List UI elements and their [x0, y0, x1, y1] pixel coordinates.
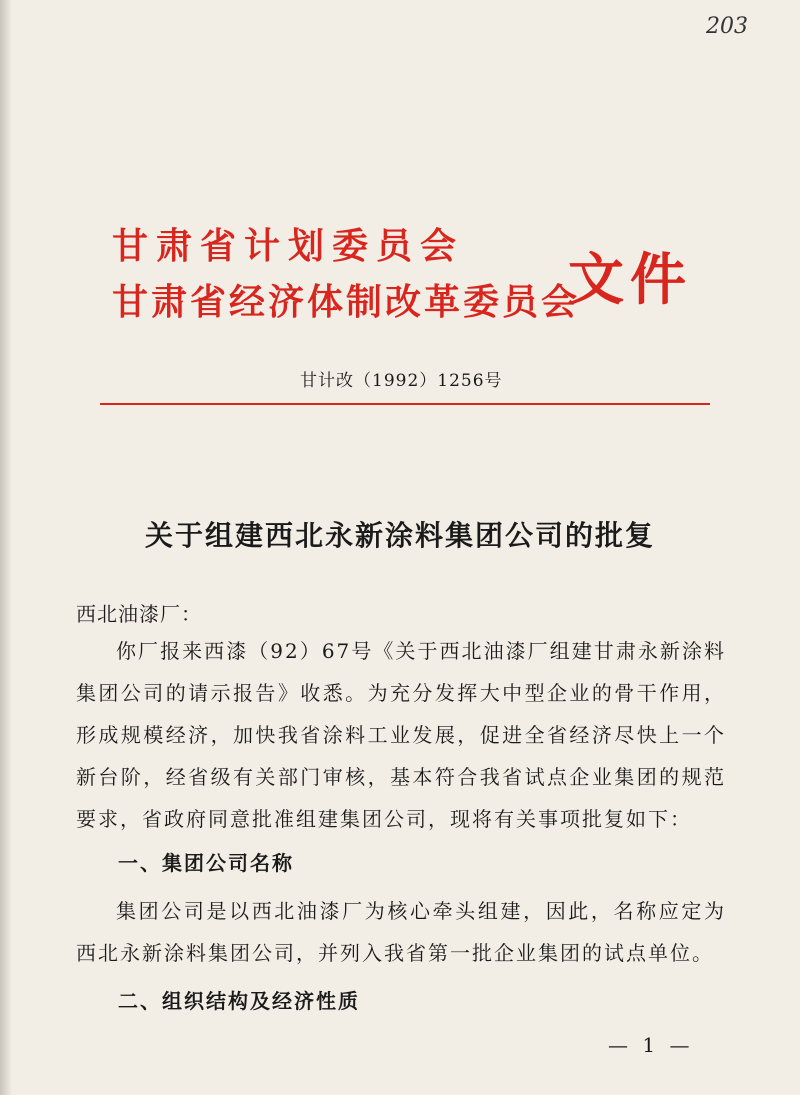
document-type-label: 文件 — [568, 247, 692, 313]
issuer-name-1: 甘肃省计划委员会 — [112, 225, 465, 267]
document-number: 甘计改（1992）1256号 — [300, 371, 503, 391]
handwritten-page-annotation: 203 — [706, 14, 748, 39]
recipient-line: 西北油漆厂： — [76, 602, 202, 626]
section-heading-2: 二、组织结构及经济性质 — [118, 989, 360, 1013]
issuer-name-2: 甘肃省经济体制改革委员会 — [112, 281, 581, 323]
section-heading-1: 一、集团公司名称 — [118, 851, 294, 875]
red-header-rule — [100, 403, 710, 405]
body-paragraph-1: 你厂报来西漆（92）67号《关于西北油漆厂组建甘肃永新涂料集团公司的请示报告》收悉。为充分发挥大中型企业的骨干作用，形成规模经济，加快我省涂料工业发展，促进全省经济尽快上一个新台阶，经省级有关部门审核，基本符合我省试点企业集团的规范要求，省政府同意批准组建集团公司，现将有关事项批复如下： — [76, 639, 726, 831]
body-paragraph-2: 集团公司是以西北油漆厂为核心牵头组建，因此，名称应定为西北永新涂料集团公司，并列入我省第一批企业集团的试点单位。 — [76, 899, 726, 965]
page-number: — 1 — — [608, 1033, 694, 1057]
document-title: 关于组建西北永新涂料集团公司的批复 — [144, 519, 655, 552]
